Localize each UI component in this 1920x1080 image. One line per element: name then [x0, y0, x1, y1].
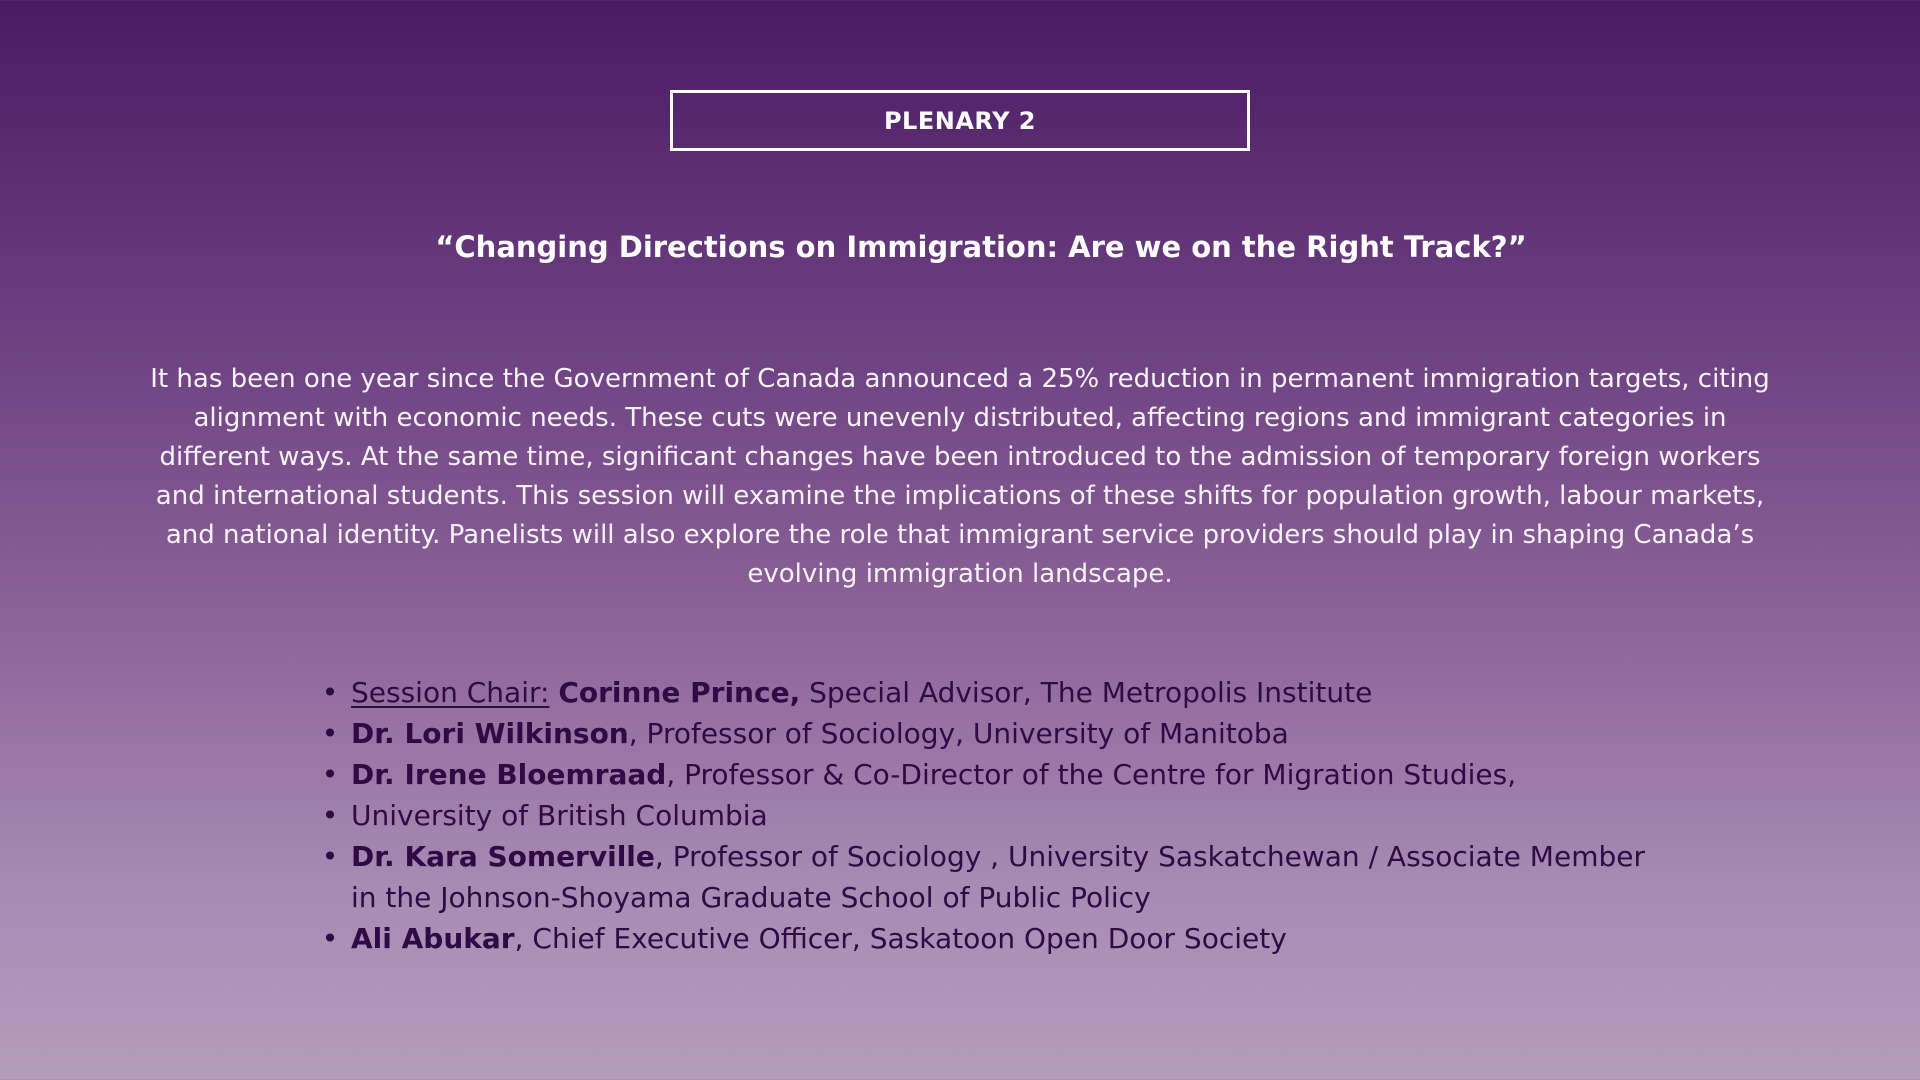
list-item-session-chair — [321, 672, 1651, 713]
panelist-details: , Professor & Co-Director of the Centre for Migration Studies, — [666, 758, 1517, 791]
plenary-label: PLENARY 2 — [883, 106, 1037, 135]
bullet-icon: • — [321, 717, 339, 750]
bullet-icon: • — [321, 799, 339, 832]
bullet-icon: • — [321, 758, 339, 791]
panelist-list — [320, 672, 1651, 959]
bullet-icon: • — [321, 840, 339, 873]
panelist-name: Dr. Irene Bloemraad — [351, 758, 667, 791]
bullet-icon: • — [321, 922, 339, 955]
list-item-panelist — [321, 754, 1651, 795]
list-item-panelist — [321, 836, 1651, 918]
panelist-details: , Professor of Sociology, University of Manitoba — [628, 717, 1289, 750]
panelist-details: Special Advisor, The Metropolis Institute — [800, 676, 1373, 709]
panelist-name: Dr. Kara Somerville — [351, 840, 655, 873]
session-description: It has been one year since the Government of Canada announced a 25% reduction in permanent immigration targets, citing alignment with economic needs. These cuts were unevenly distributed, affecting regions and immigrant categories in different ways. At the same time, significant changes have been introduced to the admission of temporary foreign workers and international students. This session will examine the implications of these shifts for population growth, labour markets, and national identity. Panelists will also explore the role that immigrant service providers should play in shaping Canada’s evolving immigration landscape. — [150, 364, 1770, 589]
panelist-details: , Professor of Sociology , University Saskatchewan / Associate Member in the Johnson-Shoyama Graduate School of Public Policy — [351, 840, 1645, 914]
list-item-panelist-continuation — [321, 795, 1651, 836]
list-item-panelist — [321, 918, 1651, 959]
panelist-name: Corinne Prince, — [558, 676, 801, 709]
list-item-panelist — [321, 713, 1651, 754]
panelist-details: University of British Columbia — [351, 799, 768, 832]
session-chair-label: Session Chair: — [351, 676, 550, 709]
plenary-label-box — [670, 90, 1250, 151]
panelist-details: , Chief Executive Officer, Saskatoon Open Door Society — [514, 922, 1287, 955]
panelist-name: Ali Abukar — [351, 922, 515, 955]
bullet-icon: • — [321, 676, 339, 709]
panelist-name: Dr. Lori Wilkinson — [351, 717, 629, 750]
session-title: “Changing Directions on Immigration: Are we on the Right Track?” — [435, 230, 1527, 264]
